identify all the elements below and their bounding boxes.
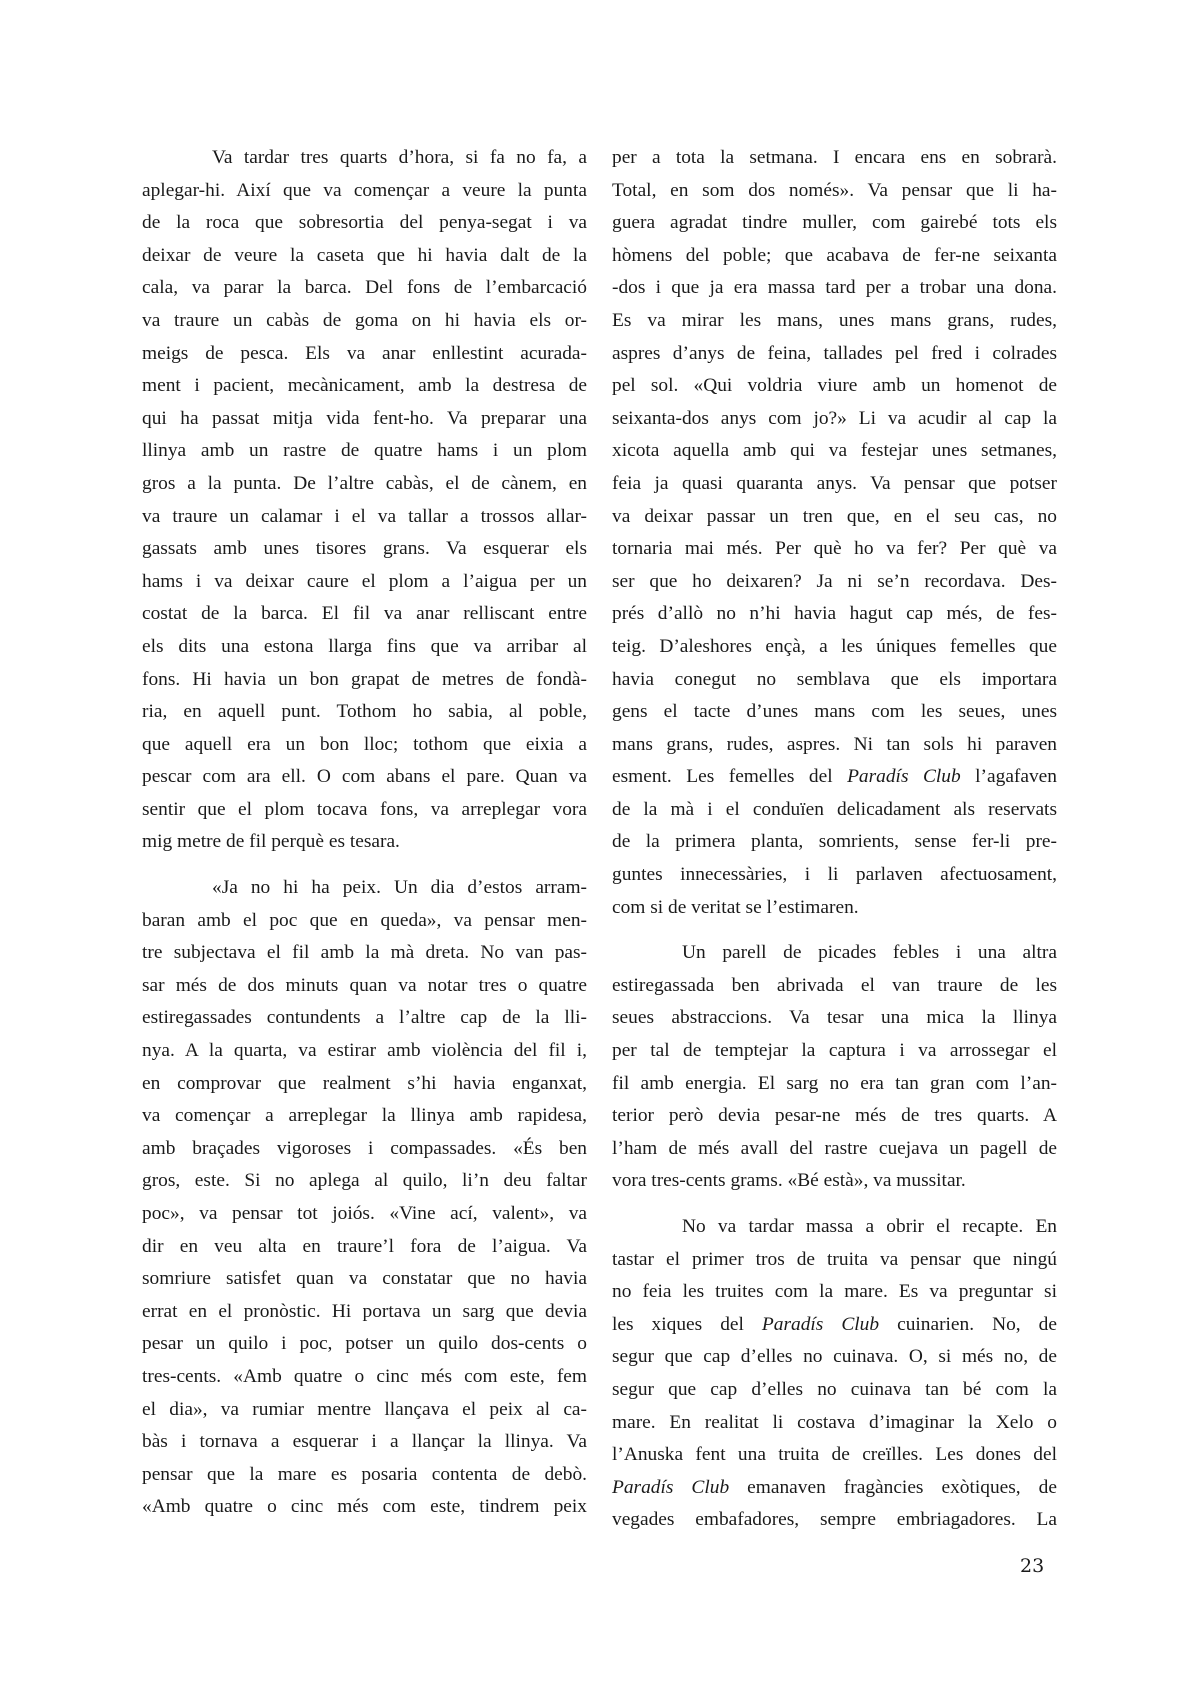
paragraph: [142, 872, 587, 1524]
text-line: pel sol. «Qui voldria viure amb un homenot de: [612, 375, 1057, 397]
paragraph: [612, 1211, 1057, 1537]
text-line: -dos i que ja era massa tard per a trobar una dona.: [612, 277, 1057, 299]
text-line: ria, en aquell punt. Tothom ho sabia, al poble,: [142, 701, 587, 723]
text-line: pesar un quilo i poc, potser un quilo dos-cents o: [142, 1333, 587, 1355]
text-line: els dits una estona llarga fins que va arribar al: [142, 635, 587, 657]
text-run: esment. Les femelles del: [612, 766, 848, 788]
text-line: de la primera planta, somrients, sense fer-li pre-: [612, 831, 1057, 853]
text-line: somriure satisfet quan va constatar que no havia: [142, 1268, 587, 1290]
text-line: «Ja no hi ha peix. Un dia d’estos arram-: [212, 877, 587, 899]
text-line: pescar com ara ell. O com abans el pare. Quan va: [142, 766, 587, 788]
paragraph-gap: [612, 924, 1057, 937]
text-line: seues abstraccions. Va tesar una mica la llinya: [612, 1007, 1057, 1029]
text-line: va traure un calamar i el va tallar a trossos allar-: [142, 505, 587, 527]
text-line: l’Anuska fent una truita de creïlles. Les dones del: [612, 1444, 1057, 1466]
text-line: tres-cents. «Amb quatre o cinc més com este, fem: [142, 1365, 587, 1387]
text-line: per a tota la setmana. I encara ens en sobrarà.: [612, 147, 1057, 168]
text-line: aspres d’anys de feina, tallades pel fred i colrades: [612, 342, 1057, 364]
text-line: el dia», va rumiar mentre llançava el peix al ca-: [142, 1398, 587, 1420]
text-line: «Amb quatre o cinc més com este, tindrem peix: [142, 1496, 587, 1518]
text-line: tastar el primer tros de truita va pensar que ningú: [612, 1248, 1057, 1270]
text-line: xicota aquella amb qui va festejar unes setmanes,: [612, 440, 1057, 462]
text-line: gros a la punta. De l’altre cabàs, el de cànem, en: [142, 472, 587, 494]
text-line: errat en el pronòstic. Hi portava un sarg que devia: [142, 1300, 587, 1322]
text-line: [612, 1472, 1057, 1505]
text-line: tornaria mai més. Per què ho va fer? Per què va: [612, 538, 1057, 560]
text-line: sar més de dos minuts quan va notar tres o quatre: [142, 974, 587, 996]
text-line: gassats amb unes tisores grans. Va esquerar els: [142, 538, 587, 560]
text-line: havia conegut no semblava que els importara: [612, 668, 1057, 690]
text-line: fil amb energia. El sarg no era tan gran com l’an-: [612, 1072, 1057, 1094]
left-column: [142, 142, 587, 1524]
text-line: cala, va parar la barca. Del fons de l’embarcació: [142, 277, 587, 299]
text-line: gros, este. Si no aplega al quilo, li’n deu faltar: [142, 1170, 587, 1192]
text-line: ser que ho deixaren? Ja ni se’n recordava. Des-: [612, 570, 1057, 592]
text-line: segur que cap d’elles no cuinava tan bé com la: [612, 1378, 1057, 1400]
paragraph: [612, 142, 1057, 924]
text-line: va deixar passar un tren que, en el seu cas, no: [612, 505, 1057, 527]
text-line: bàs i tornava a esquerar i a llançar la llinya. Va: [142, 1431, 587, 1453]
text-line: baran amb el poc que en queda», va pensar men-: [142, 909, 587, 931]
text-line: mare. En realitat li costava d’imaginar la Xelo o: [612, 1411, 1057, 1433]
text-line: meigs de pesca. Els va anar enllestint acurada-: [142, 342, 587, 364]
text-line: aplegar-hi. Així que va començar a veure la punta: [142, 179, 587, 201]
text-line: segur que cap d’elles no cuinava. O, si més no, de: [612, 1346, 1057, 1368]
text-run: les xiques del: [612, 1313, 762, 1335]
text-line: Va tardar tres quarts d’hora, si fa no fa, a: [212, 147, 587, 168]
text-line: com si de veritat se l’estimaren.: [612, 896, 859, 918]
text-line: mans grans, rudes, aspres. Ni tan sols hi paraven: [612, 733, 1057, 755]
text-run: l’agafaven: [960, 766, 1057, 788]
text-line: dir en veu alta en traure’l fora de l’aigua. Va: [142, 1235, 587, 1257]
text-line: per tal de temptejar la captura i va arrossegar el: [612, 1040, 1057, 1062]
club-name-italic: Paradís Club: [847, 766, 961, 788]
text-line: seixanta-dos anys com jo?» Li va acudir al cap la: [612, 407, 1057, 429]
text-line: estiregassades contundents a l’altre cap de la lli-: [142, 1007, 587, 1029]
text-line: [612, 1309, 1057, 1342]
text-line: mig metre de fil perquè es tesara.: [142, 831, 400, 853]
paragraph-gap: [612, 1198, 1057, 1211]
text-line: vegades embafadores, sempre embriagadores. La: [612, 1509, 1057, 1531]
text-line: l’ham de més avall del rastre cuejava un pagell de: [612, 1137, 1057, 1159]
text-line: hams i va deixar caure el plom a l’aigua per un: [142, 570, 587, 592]
text-line: prés d’allò no n’hi havia hagut cap més, de fes-: [612, 603, 1057, 625]
text-line: deixar de veure la caseta que hi havia dalt de la: [142, 244, 587, 266]
text-line: guntes innecessàries, i li parlaven afectuosament,: [612, 864, 1057, 886]
text-line: gens el tacte d’unes mans com les seues, unes: [612, 701, 1057, 723]
text-line: Es va mirar les mans, unes mans grans, rudes,: [612, 309, 1057, 331]
right-column: [612, 142, 1057, 1537]
text-line: estiregassada ben abrivada el van traure de les: [612, 974, 1057, 996]
text-line: va començar a arreplegar la llinya amb rapidesa,: [142, 1105, 587, 1127]
text-run: cuinarien. No, de: [879, 1313, 1057, 1335]
text-line: [612, 761, 1057, 794]
text-line: en comprovar que realment s’hi havia enganxat,: [142, 1072, 587, 1094]
paragraph-gap: [142, 859, 587, 872]
text-line: tre subjectava el fil amb la mà dreta. No van pas-: [142, 942, 587, 964]
paragraph: [142, 142, 587, 859]
text-line: hòmens del poble; que acabava de fer-ne seixanta: [612, 244, 1057, 266]
text-line: teig. D’aleshores ençà, a les úniques femelles que: [612, 635, 1057, 657]
text-line: poc», va pensar tot joiós. «Vine ací, valent», va: [142, 1203, 587, 1224]
text-line: feia ja quasi quaranta anys. Va pensar que potser: [612, 472, 1057, 494]
club-name-italic: Paradís Club: [761, 1313, 880, 1335]
text-line: Un parell de picades febles i una altra: [682, 942, 1057, 964]
text-line: ment i pacient, mecànicament, amb la destresa de: [142, 375, 587, 397]
text-line: costat de la barca. El fil va anar relliscant entre: [142, 603, 587, 625]
text-line: va traure un cabàs de goma on hi havia els or-: [142, 309, 587, 331]
text-line: vora tres-cents grams. «Bé està», va mussitar.: [612, 1170, 966, 1192]
text-line: de la roca que sobresortia del penya-segat i va: [142, 212, 587, 234]
text-line: pensar que la mare es posaria contenta de debò.: [142, 1463, 587, 1485]
text-line: qui ha passat mitja vida fent-ho. Va preparar una: [142, 407, 587, 429]
text-line: guera agradat tindre muller, com gairebé tots els: [612, 212, 1057, 234]
text-line: No va tardar massa a obrir el recapte. En: [682, 1216, 1057, 1237]
text-line: fons. Hi havia un bon grapat de metres de fondà-: [142, 668, 587, 690]
text-line: no feia les truites com la mare. Es va preguntar si: [612, 1281, 1057, 1303]
text-line: que aquell era un bon lloc; tothom que eixia a: [142, 733, 587, 755]
text-line: Total, en som dos només». Va pensar que li ha-: [612, 179, 1057, 201]
text-line: sentir que el plom tocava fons, va arreplegar vora: [142, 798, 587, 820]
text-run: emanaven fragàncies exòtiques, de: [729, 1476, 1057, 1498]
text-line: llinya amb un rastre de quatre hams i un plom: [142, 440, 587, 462]
text-line: amb braçades vigoroses i compassades. «És ben: [142, 1137, 587, 1159]
text-line: terior però devia pesar-ne més de tres quarts. A: [612, 1105, 1057, 1127]
text-line: de la mà i el conduïen delicadament als reservats: [612, 798, 1057, 820]
club-name-italic: Paradís Club: [612, 1476, 730, 1498]
page-number: 23: [1020, 1555, 1045, 1577]
text-line: nya. A la quarta, va estirar amb violència del fil i,: [142, 1040, 587, 1062]
paragraph: [612, 937, 1057, 1198]
